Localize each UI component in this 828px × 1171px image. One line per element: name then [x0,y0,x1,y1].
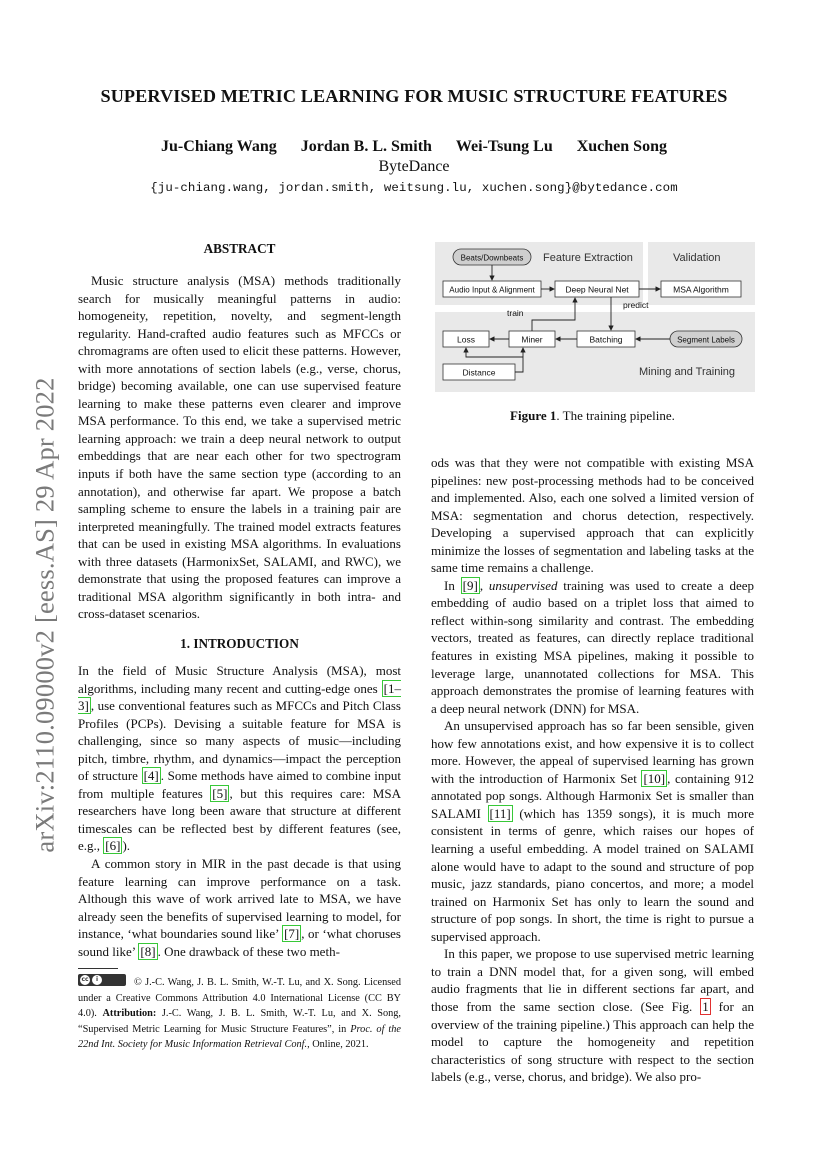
text-run: , use conventional features such as MFCCs and Pitch Class Profiles (PCPs). Devising a suitable feature for MSA is challenging, since so many aspects of music—including pitch, timbre, rhythm, and dynamics—impact the perception of structure [78,698,401,784]
caption-text: . The training pipeline. [556,408,675,423]
arxiv-sidebar [25,350,65,880]
text-run: , but this requires care: MSA researchers have long been aware that structure at different timescales can be reflected best by different features (see, e.g., [78,785,401,854]
citation-link[interactable]: [8] [140,943,156,959]
author-emails: {ju-chiang.wang, jordan.smith, weitsung.lu, xuchen.song}@bytedance.com [150,181,678,195]
intro-paragraph-5 [431,945,754,1085]
footnote-text [78,974,401,1053]
cc-by-icon: cc i [78,974,126,986]
intro-right-column [431,454,754,1086]
audio-input-node-label: Audio Input & Alignment [449,285,535,295]
text-run: , or ‘what choruses sound like’ [78,926,401,959]
text-run: © J.-C. Wang, J. B. L. Smith, W.-T. Lu, and X. Song. Licensed under a Creative Commons Attribution 4.0 International License (CC BY 4.0). [78,977,401,1019]
text-run: (which has 1359 songs), it is much more consistent in terms of genre, which raises our hopes of learning a useful embedding. A model trained on SALAMI alone would have to adapt to the sound and structure of pop music, jazz standards, piano concertos, and more; a model trained on Harmonix Set has only to learn the sound and structure of pop songs. In short, the time is right to pursue a supervised approach. [431,805,754,944]
text-run: An unsupervised approach has so far been sensible, given how few annotations exist, and how expensive it is to collect more. However, the appeal of supervised learning has grown with the introduction of Harmonix Set [431,718,754,786]
author-name: Wei-Tsung Lu [455,138,553,155]
citation-link[interactable]: [11] [489,805,511,821]
text-run: , [479,577,489,593]
figure-caption [431,408,754,424]
text-run: Attribution: [102,1008,157,1019]
abstract-paragraph: Music structure analysis (MSA) methods traditionally search for musically meaningful patterns in audio: homogeneity, repetition, novelty, and segment-length regularity. Hand-crafted audio features such as MFCCs or chromagrams are often used to elicit these patterns. However, with more annotations of section labels (e.g., verse, chorus, bridge) becoming available, one can use supervised feature learning to make these patterns even clearer and improve MSA performance. To this end, we take a supervised metric learning approach: we train a deep neural network to output embeddings that are near each other for two spectrogram inputs if both have the same section type (according to an annotation), and otherwise far apart. We propose a batch sampling scheme to ensure the labels in a training pair are interpreted meaningfully. The trained model extracts features that can be used in existing MSA algorithms. In evaluations with three datasets (HarmonixSet, SALAMI, and RWC), we demonstrate that using the proposed features can improve a traditional MSA algorithm significantly in both intra- and cross-dataset scenarios. [78,273,401,622]
intro-paragraph-2-start [78,855,401,960]
text-run: , containing 912 annotated pop songs. Although Harmonix Set is smaller than SALAMI [431,770,754,821]
intro-paragraph-4 [431,717,754,945]
text-run: A common story in MIR in the past decade is that using feature learning can improve performance on a task. Although this wave of work arrived late to MSA, we have already seen the benefits of supervised learning to model, for instance, ‘what boundaries sound like’ [78,856,401,942]
citation-link[interactable]: [1–3] [78,680,401,714]
citation-link[interactable]: [10] [643,770,666,786]
author-name: Jordan B. L. Smith [300,138,432,155]
text-run: , Online, 2021. [307,1039,369,1050]
msa-algorithm-node-label: MSA Algorithm [673,284,729,295]
feature-extraction-label: Feature Extraction [543,252,633,264]
caption-label: Figure 1 [510,408,557,423]
beats-node-label: Beats/Downbeats [460,253,524,263]
author-name: Xuchen Song [576,138,667,155]
citation-link[interactable]: [9] [462,577,478,593]
arxiv-identifier: arXiv:2110.09000v2 [eess.AS] 29 Apr 2022 [29,377,60,853]
distance-node-label: Distance [462,367,496,378]
text-run: . One drawback of these two meth- [157,943,340,959]
intro-left-column [78,662,401,960]
citation-link[interactable]: [6] [105,838,121,854]
loss-node-label: Loss [457,334,475,345]
text-run: for an overview of the training pipeline.) This approach can help the model to capture the homogeneity and repetition characteristics of song structure with respect to the section labels (e.g., verse, chorus, and bridge). We also pro- [431,998,755,1085]
text-run: training was used to create a deep embedding of audio based on a triplet loss that aimed to reflect within-song similarity and contrast. The embedding vectors, treated as features, can directly replace traditional features in existing MSA pipelines, making it possible to leverage large, unannotated collections for MSA. This approach demonstrates the promise of learning features with a deep neural network (DNN) for MSA. [431,577,754,716]
citation-link[interactable]: [7] [284,926,300,942]
intro-paragraph-3 [431,577,754,717]
citation-link[interactable]: [5] [212,785,228,801]
license-footnote [78,974,401,1053]
mining-training-label: Mining and Training [639,366,736,378]
text-run: ). [122,838,131,854]
miner-node-label: Miner [521,334,543,345]
segment-labels-node-label: Segment Labels [677,335,735,345]
author-list [0,138,828,156]
footnote-rule [78,968,118,969]
text-run: In [444,577,461,593]
abstract-heading: ABSTRACT [203,241,276,256]
citation-link[interactable]: [4] [143,768,159,784]
abstract-body [78,272,401,623]
text-run: . Some methods have aimed to combine input from multiple features [78,768,401,801]
text-run: unsupervised [488,577,558,593]
figure-reference-link[interactable]: 1 [702,998,709,1014]
train-edge-label: train [507,308,524,318]
text-run: In the field of Music Structure Analysis (MSA), most algorithms, including many recent and cutting-edge ones [78,663,401,696]
text-run: In this paper, we propose to use supervised metric learning to train a DNN model that, for a given song, will embed audio fragments that lie in different sections far apart, and those from the same section close. (See Fig. [431,946,754,1014]
introduction-heading: 1. INTRODUCTION [180,636,299,651]
text-run: Proc. of the 22nd Int. Society for Music Information Retrieval Conf. [78,1023,401,1050]
intro-paragraph-1 [78,662,401,855]
batching-node-label: Batching [589,334,623,345]
text-run: J.-C. Wang, J. B. L. Smith, W.-T. Lu, and X. Song, “Supervised Metric Learning for Music Structure Features”, in [78,1008,402,1035]
intro-paragraph-2-end [431,454,754,577]
predict-edge-label: predict [623,300,649,310]
training-pipeline-figure [435,242,755,392]
affiliation: ByteDance [378,158,450,175]
validation-label: Validation [673,252,721,264]
author-name: Ju-Chiang Wang [161,138,277,155]
paper-title: SUPERVISED METRIC LEARNING FOR MUSIC STRUCTURE FEATURES [100,86,728,106]
dnn-node-label: Deep Neural Net [565,284,629,295]
text-run: ods was that they were not compatible with existing MSA pipelines: new post-processing methods had to be conceived and implemented. Also, each one solved a limited version of MSA: segmentation and chorus detection, respectively. Developing a supervised approach that can explicitly minimize the losses of segmentation and labeling tasks at the same time remains a challenge. [431,455,754,576]
